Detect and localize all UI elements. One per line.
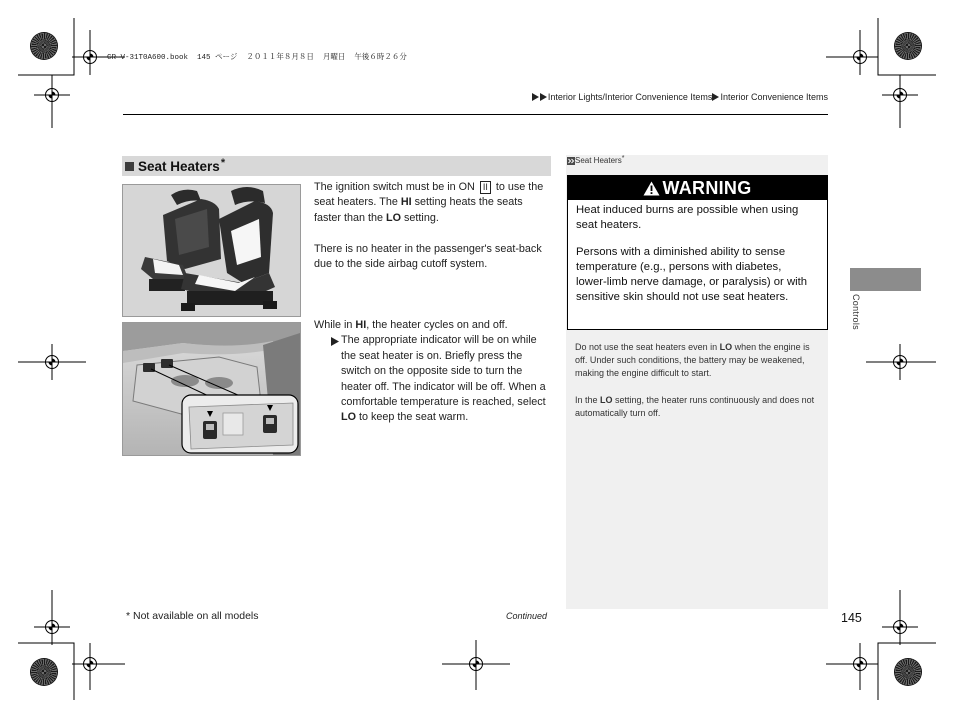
reference-panel [566,155,828,609]
registration-disc [895,659,921,685]
warning-header [568,176,827,200]
text-run: when the engine is off. Under such conditions, the battery may be weakened, making the engine difficult to start. [575,342,810,378]
double-chevron-icon [567,157,575,165]
breadcrumb [532,92,828,102]
term-lo: LO [600,395,613,405]
warning-text: Persons with a diminished ability to sense temperature (e.g., persons with diabetes, lower-limb nerve damage, or paralysis) or with sensitive skin should not use seat heaters. [576,245,808,304]
header-rule [123,114,828,115]
warning-triangle-icon [643,181,660,196]
seat-illustration [122,184,301,317]
chapter-tab-label[interactable]: Controls [851,294,861,330]
paragraph-passenger: There is no heater in the passenger's seat-back due to the side airbag cutoff system. [314,242,542,271]
registration-disc [895,33,921,59]
notes [575,341,820,434]
warning-title: WARNING [662,177,752,198]
note-lo-setting [575,394,820,420]
warning-text: Heat induced burns are possible when using seat heaters. [576,204,799,232]
registration-disc [31,659,57,685]
section-heading [122,156,551,176]
text-run: The ignition switch must be in ON [314,181,478,193]
seats-drawing [123,185,300,316]
print-header: CR-V-31T0A600.book 145 ページ ２０１１年８月８日 月曜日 午後６時２６分 [107,54,407,62]
breadcrumb-parent[interactable]: Interior Lights/Interior Convenience Items [547,92,713,102]
text-run: setting. [401,211,439,224]
term-hi: HI [400,196,412,209]
reference-asterisk: * [621,155,625,162]
warning-box [567,175,828,330]
switch-illustration [122,322,301,456]
triangle-right-icon [712,93,720,101]
text-run: setting heats the seats faster than the [314,196,523,224]
breadcrumb-current[interactable]: Interior Convenience Items [720,92,828,102]
text-run: to use the seat heaters. The [314,181,544,209]
reference-title[interactable]: Seat Heaters [575,156,622,165]
paragraph-cycle [314,318,552,333]
text-run: In the [575,395,601,405]
page-number: 145 [841,611,862,625]
term-lo: LO [341,411,356,424]
registration-disc [31,33,57,59]
operation-text [314,318,552,426]
double-triangle-right-icon [532,93,548,101]
warning-body [568,200,822,306]
rear-seat-shape [141,190,221,291]
text-run: Do not use the seat heaters even in [575,342,720,352]
square-icon [125,162,134,171]
term-hi: HI [355,319,367,331]
reference-label [567,156,624,165]
ignition-position-key: II [480,181,491,194]
text-run: to keep the seat warm. [356,411,469,424]
console-drawing [123,323,300,455]
chapter-tab[interactable] [850,268,921,291]
intro-text [314,180,552,288]
switch-detail-inset [182,395,298,453]
text-run: , the heater cycles on and off. [366,319,508,331]
text-run: While in [314,319,356,331]
term-lo: LO [719,342,733,352]
text-run: The appropriate indicator will be on while the seat heater is on. Briefly press the switch on the opposite side to turn the heater off. The indicator will be off. When a comfortable temperature is reached, select [341,334,546,409]
note-engine-off [575,341,820,380]
footnote: * Not available on all models [126,610,259,622]
continued-label: Continued [506,611,548,621]
term-lo: LO [386,211,402,224]
section-title: Seat Heaters [138,158,220,174]
paragraph-ignition [314,180,552,226]
indicator-note [314,333,552,425]
text-run: setting, the heater runs continuously and does not automatically turn off. [575,395,815,418]
section-asterisk: * [220,157,226,169]
triangle-right-icon [331,337,339,346]
